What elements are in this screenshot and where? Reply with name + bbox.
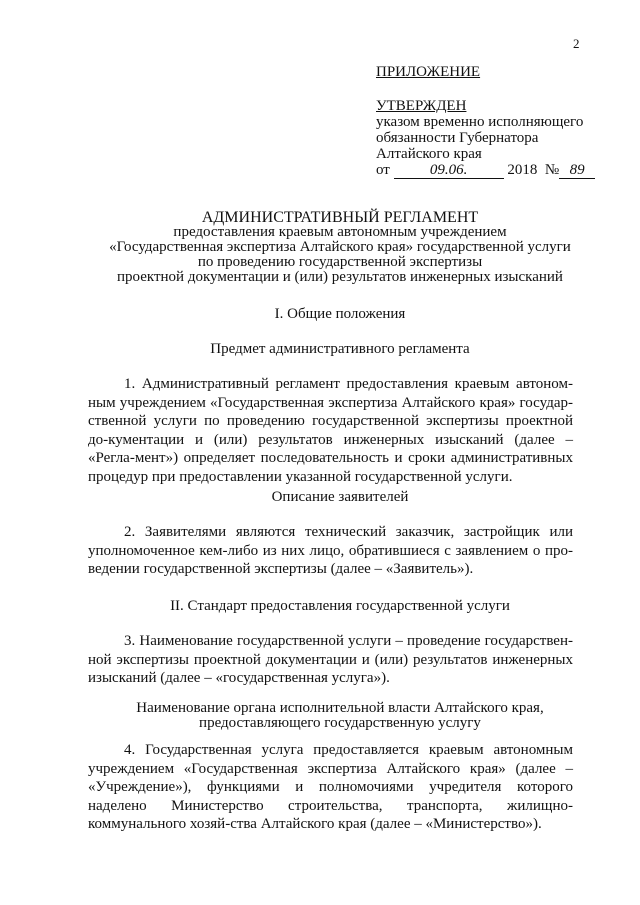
title-main: АДМИНИСТРАТИВНЫЙ РЕГЛАМЕНТ bbox=[201, 209, 479, 226]
authority-subtitle-line: предоставляющего государственную услугу bbox=[199, 715, 481, 731]
appendix-heading: ПРИЛОЖЕНИЕ bbox=[376, 64, 481, 80]
approved-label: УТВЕРЖДЕН bbox=[376, 98, 467, 114]
decree-number: 89 bbox=[559, 162, 595, 179]
section1-title: I. Общие положения bbox=[274, 306, 406, 322]
section1-subtitle: Предмет административного регламента bbox=[210, 341, 470, 357]
document-title bbox=[60, 210, 620, 285]
date-line bbox=[376, 162, 595, 179]
title-line: «Государственная экспертиза Алтайского края» государственной услуги bbox=[109, 239, 571, 255]
title-line: проектной документации и (или) результатов инженерных изысканий bbox=[117, 269, 563, 285]
approval-line: Алтайского края bbox=[376, 146, 482, 162]
page-number: 2 bbox=[573, 36, 580, 51]
paragraph-3: 3. Наименование государственной услуги – проведение государствен-ной экспертизы проектной документации и (или) результатов инженерных изысканий (далее – «государственная услуга»). bbox=[88, 633, 573, 687]
paragraph-2: 2. Заявителями являются технический заказчик, застройщик или уполномоченное кем-либо из них лицо, обратившиеся с заявлением о про-ведении государственной экспертизы (далее – «Заявитель»). bbox=[88, 524, 573, 578]
year: 2018 bbox=[507, 162, 538, 178]
number-sign: № bbox=[544, 162, 560, 178]
date-value: 09.06. bbox=[394, 162, 504, 179]
applicants-subtitle: Описание заявителей bbox=[271, 489, 409, 505]
authority-subtitle-line: Наименование органа исполнительной власти Алтайского края, bbox=[136, 700, 544, 716]
approval-line: указом временно исполняющего bbox=[376, 114, 584, 130]
title-line: по проведению государственной экспертизы bbox=[197, 254, 483, 270]
approval-line: обязанности Губернатора bbox=[376, 130, 539, 146]
title-line: предоставления краевым автономным учреждением bbox=[173, 224, 507, 240]
authority-subtitle bbox=[60, 701, 620, 731]
section2-title: II. Стандарт предоставления государственной услуги bbox=[170, 598, 510, 614]
paragraph-4: 4. Государственная услуга предоставляется краевым автономным учреждением «Государственная экспертиза Алтайского края» (далее – «Учреждение»), функциями и полномочиями учредителя которого наделено Министерство строительства, транспорта, жилищно-коммунального хозяй-ства Алтайского края (далее – «Министерство»). bbox=[88, 742, 573, 833]
date-prefix: от bbox=[376, 162, 390, 178]
approval-block bbox=[376, 64, 595, 179]
paragraph-1: 1. Административный регламент предоставления краевым автоном-ным учреждением «Государственная экспертиза Алтайского края» государ-ственной услуги по проведению государственной экспертизы проектной до-кументации и (или) результатов инженерных изысканий (далее – «Регла-мент») определяет последовательность и сроки административных процедур при предоставлении указанной государственной услуги. bbox=[88, 376, 573, 485]
